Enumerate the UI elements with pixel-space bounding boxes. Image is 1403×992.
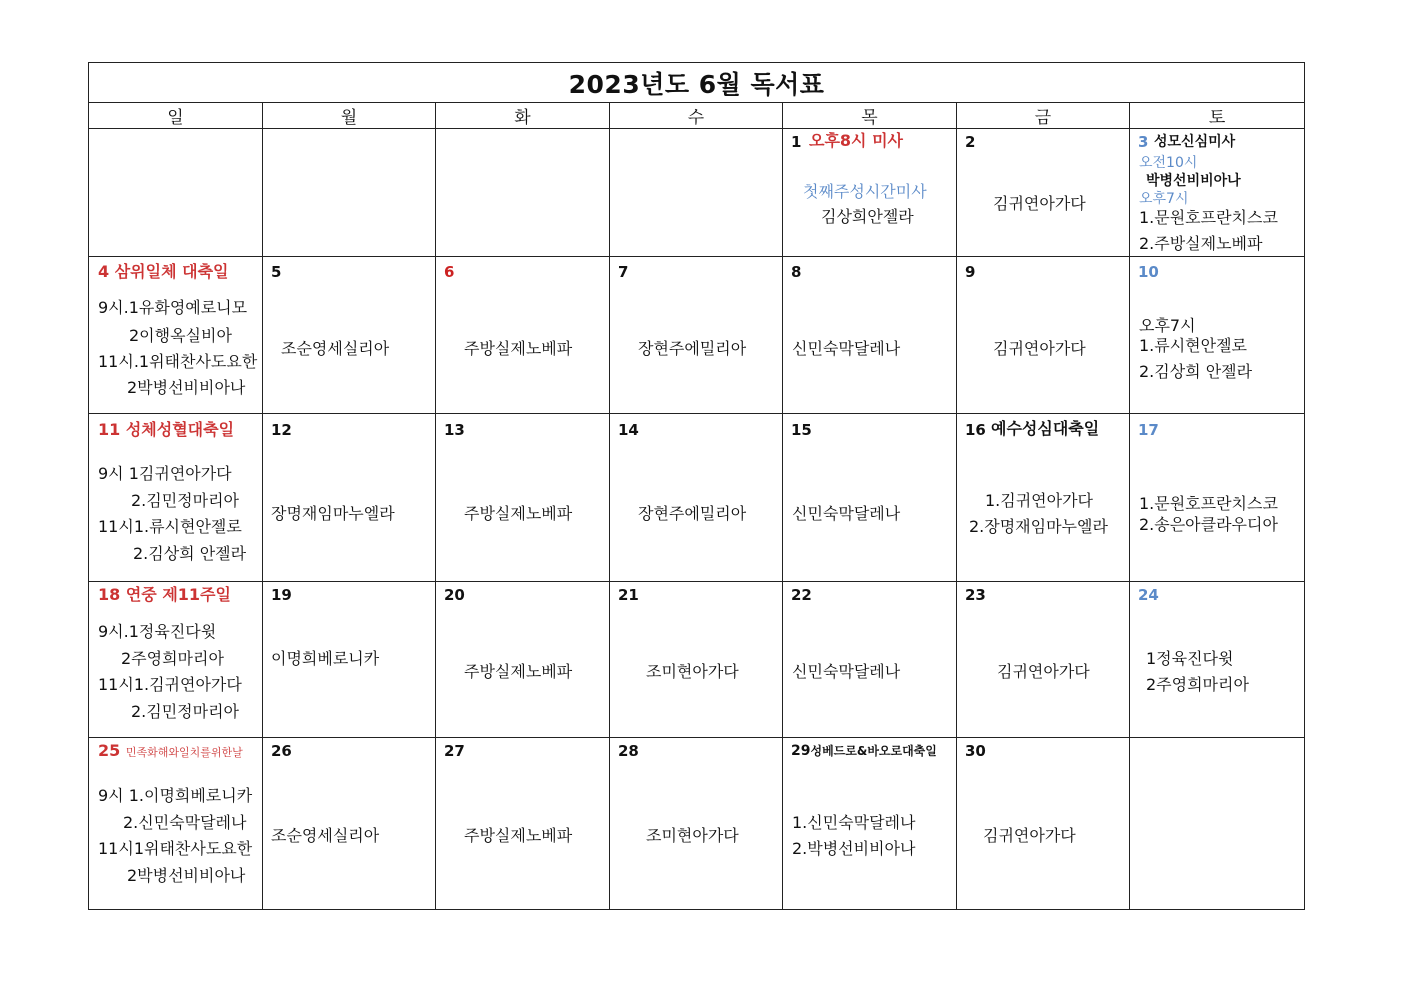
event-label: 25 민족화해와일치를위한날: [98, 741, 243, 760]
day-cell-15: [783, 414, 957, 582]
entry-line: 11시1.류시현안젤로: [98, 517, 242, 536]
week-row-2: [89, 257, 1305, 414]
weekday-mon: 월: [263, 103, 436, 129]
day-cell-empty: [610, 129, 783, 257]
day-number: 27: [444, 742, 465, 760]
entry-line: 1.신민숙막달레나: [792, 813, 916, 832]
entry-line: 2.김상희 안젤라: [133, 544, 247, 563]
entry-line: 조미현아가다: [646, 826, 739, 845]
weekday-thu: 목: [783, 103, 957, 129]
day-cell-28: [610, 738, 783, 910]
day-cell-12: [263, 414, 436, 582]
day-number: 5: [271, 263, 282, 281]
day-cell-5: [263, 257, 436, 414]
weekday-sun: 일: [89, 103, 263, 129]
entry-line: 2이행옥실비아: [129, 326, 232, 345]
entry-line: 2.김민정마리아: [131, 702, 240, 721]
day-number: 28: [618, 742, 639, 760]
entry-line: 김귀연아가다: [993, 339, 1086, 358]
day-cell-21: [610, 582, 783, 738]
entry-line: 2.신민숙막달레나: [123, 813, 247, 832]
day-cell-2: [957, 129, 1130, 257]
entry-line: 김상희안젤라: [821, 207, 914, 226]
entry-line: 1.류시현안젤로: [1139, 336, 1248, 355]
day-number: 30: [965, 742, 986, 760]
event-label: 오후8시 미사: [809, 131, 903, 150]
day-cell-1: [783, 129, 957, 257]
day-cell-4: [89, 257, 263, 414]
entry-line: 오전10시: [1139, 155, 1198, 171]
week-row-5: [89, 738, 1305, 910]
day-cell-7: [610, 257, 783, 414]
entry-line: 9시 1김귀연아가다: [98, 464, 232, 483]
day-number: 19: [271, 586, 292, 604]
day-cell-8: [783, 257, 957, 414]
day-number: 22: [791, 586, 812, 604]
entry-line: 주방실제노베파: [464, 504, 573, 523]
entry-line: 11시1.김귀연아가다: [98, 675, 242, 694]
day-cell-26: [263, 738, 436, 910]
event-label: 예수성심대축일: [991, 419, 1100, 438]
event-label: 4 삼위일체 대축일: [98, 262, 229, 281]
entry-line: 11시.1위태찬사도요한: [98, 352, 258, 371]
entry-line: 박병선비비아나: [1146, 173, 1241, 189]
day-cell-11: [89, 414, 263, 582]
day-cell-10: [1130, 257, 1305, 414]
day-cell-22: [783, 582, 957, 738]
entry-line: 2박병선비비아나: [127, 866, 246, 885]
day-cell-6: [436, 257, 610, 414]
entry-line: 1.김귀연아가다: [985, 491, 1094, 510]
day-number: 9: [965, 263, 976, 281]
entry-line: 신민숙막달레나: [792, 504, 901, 523]
weekday-header-row: [89, 103, 1305, 129]
entry-line: 2.송은아클라우디아: [1139, 515, 1278, 534]
entry-line: 1.문원호프란치스코: [1139, 208, 1278, 227]
day-cell-13: [436, 414, 610, 582]
entry-line: 김귀연아가다: [993, 194, 1086, 213]
entry-line: 주방실제노베파: [464, 339, 573, 358]
day-cell-25: [89, 738, 263, 910]
entry-line: 11시1위태찬사도요한: [98, 839, 253, 858]
week-row-3: [89, 414, 1305, 582]
day-number: 17: [1138, 421, 1159, 439]
day-number: 3: [1138, 133, 1149, 151]
entry-line: 조순영세실리아: [281, 339, 390, 358]
weekday-sat: 토: [1130, 103, 1305, 129]
entry-line: 2.장명재임마누엘라: [969, 517, 1108, 536]
week-row-1: [89, 129, 1305, 257]
day-cell-24: [1130, 582, 1305, 738]
weekday-wed: 수: [610, 103, 783, 129]
day-cell-9: [957, 257, 1130, 414]
day-number: 1: [791, 133, 802, 151]
day-number: 15: [791, 421, 812, 439]
entry-line: 1정육진다윗: [1146, 649, 1234, 668]
entry-line: 2주영희마리아: [1146, 675, 1249, 694]
day-number: 23: [965, 586, 986, 604]
day-number: 24: [1138, 586, 1159, 604]
entry-line: 2.박병선비비아나: [792, 839, 916, 858]
entry-line: 김귀연아가다: [997, 662, 1090, 681]
day-number: 14: [618, 421, 639, 439]
week-row-4: [89, 582, 1305, 738]
event-label: 18 연중 제11주일: [98, 585, 231, 604]
entry-line: 장명재임마누엘라: [271, 504, 395, 523]
day-number: 2: [965, 133, 976, 151]
day-number: 10: [1138, 263, 1159, 281]
entry-line: 조순영세실리아: [271, 826, 380, 845]
day-cell-19: [263, 582, 436, 738]
entry-line: 오후7시: [1139, 316, 1196, 335]
entry-line: 9시.1정육진다윗: [98, 622, 217, 641]
entry-line: 조미현아가다: [646, 662, 739, 681]
day-number: 16: [965, 421, 986, 439]
entry-line: 신민숙막달레나: [792, 662, 901, 681]
day-cell-empty: [89, 129, 263, 257]
entry-line: 장현주에밀리아: [638, 504, 747, 523]
entry-line: 2박병선비비아나: [127, 378, 246, 397]
entry-line: 9시.1유화영예로니모: [98, 298, 248, 317]
entry-line: 신민숙막달레나: [792, 339, 901, 358]
entry-line: 2.김민정마리아: [131, 491, 240, 510]
day-cell-23: [957, 582, 1130, 738]
day-number: 13: [444, 421, 465, 439]
day-number: 7: [618, 263, 629, 281]
event-label: 11 성체성혈대축일: [98, 420, 235, 439]
day-cell-18: [89, 582, 263, 738]
entry-line: 9시 1.이명희베로니카: [98, 786, 253, 805]
weekday-fri: 금: [957, 103, 1130, 129]
day-cell-17: [1130, 414, 1305, 582]
entry-line: 이명희베로니카: [271, 649, 380, 668]
entry-line: 주방실제노베파: [464, 826, 573, 845]
entry-line: 장현주에밀리아: [638, 339, 747, 358]
entry-line: 오후7시: [1139, 191, 1189, 207]
weekday-tue: 화: [436, 103, 610, 129]
day-number: 8: [791, 263, 802, 281]
entry-line: 2.김상희 안젤라: [1139, 362, 1253, 381]
event-label: 29성베드로&바오로대축일: [791, 743, 937, 759]
day-cell-14: [610, 414, 783, 582]
entry-line: 2.주방실제노베파: [1139, 234, 1263, 253]
entry-line: 김귀연아가다: [983, 826, 1076, 845]
day-number: 20: [444, 586, 465, 604]
day-cell-empty: [436, 129, 610, 257]
calendar-title: 2023년도 6월 독서표: [89, 63, 1305, 103]
day-cell-3: [1130, 129, 1305, 257]
entry-line: 1.문원호프란치스코: [1139, 494, 1278, 513]
day-cell-30: [957, 738, 1130, 910]
entry-line: 첫째주성시간미사: [803, 182, 927, 201]
day-cell-16: [957, 414, 1130, 582]
event-label: 성모신심미사: [1154, 134, 1236, 150]
day-number: 26: [271, 742, 292, 760]
day-cell-29: [783, 738, 957, 910]
entry-line: 2주영희마리아: [121, 649, 224, 668]
day-cell-20: [436, 582, 610, 738]
day-cell-empty: [263, 129, 436, 257]
day-number: 12: [271, 421, 292, 439]
reading-schedule-calendar: [88, 62, 1305, 910]
day-cell-empty: [1130, 738, 1305, 910]
day-cell-27: [436, 738, 610, 910]
day-number: 6: [444, 263, 455, 281]
entry-line: 주방실제노베파: [464, 662, 573, 681]
day-number: 21: [618, 586, 639, 604]
